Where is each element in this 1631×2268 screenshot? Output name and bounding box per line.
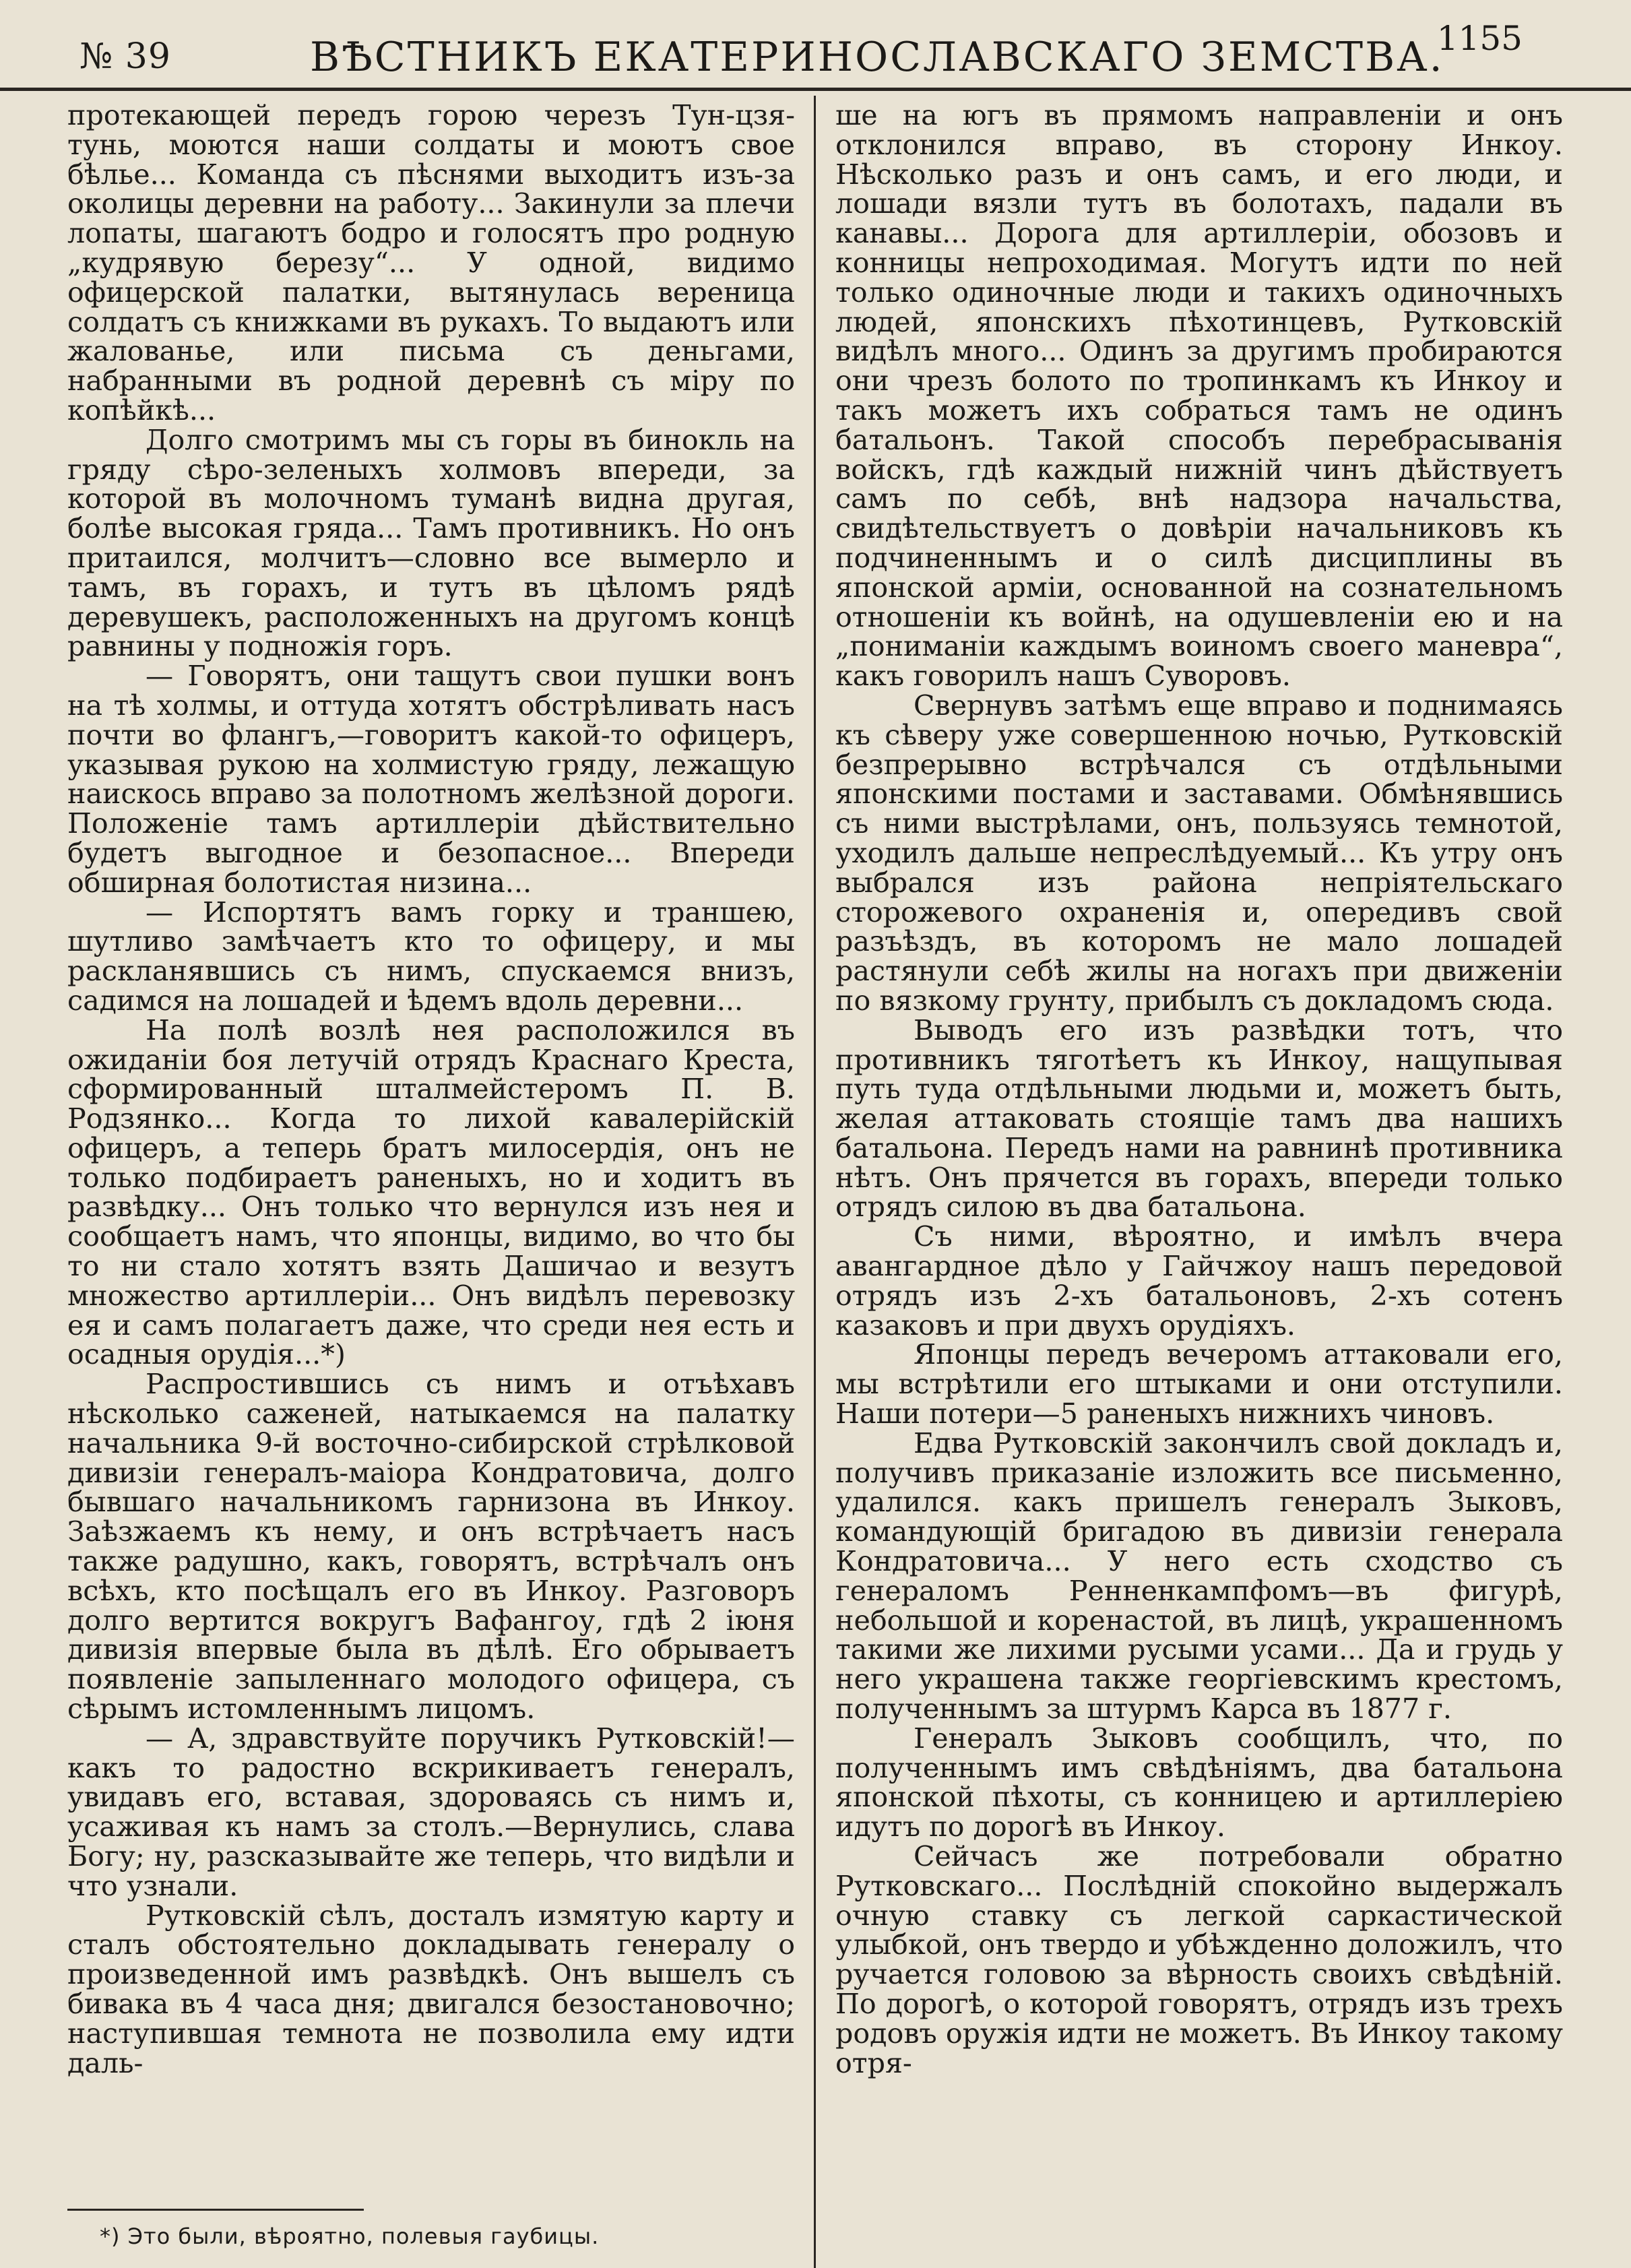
paragraph: — А, здравствуйте поручикъ Рутковскій!— какъ то радостно вскрикиваетъ генералъ, увидавъ его, вставая, здороваясь съ нимъ и, усаживая къ намъ за столъ.—Вернулись, слава Богу; ну, разсказывайте же теперь, что видѣли и что узнали. — [67, 1722, 795, 1902]
paragraph: протекающей передъ горою черезъ Тун-цзя-тунь, моются наши солдаты и моютъ свое бѣлье... Команда съ пѣснями выходитъ изъ-за околицы деревни на работу... Закинули за плечи лопаты, шагаютъ бодро и голосятъ про родную „кудрявую березу“... У одной, видимо офицерской палатки, вытянулась вереница солдатъ съ книжками въ рукахъ. То выдаютъ или жалованье, или письма съ деньгами, набранными въ родной деревнѣ съ міру по копѣйкѣ... — [67, 99, 795, 427]
paragraph: Японцы передъ вечеромъ аттаковали его, мы встрѣтили его штыками и они отступили. Наши потери—5 раненыхъ нижнихъ чиновъ. — [835, 1338, 1563, 1430]
page-header — [67, 19, 1523, 93]
paragraph: — Говорятъ, они тащутъ свои пушки вонъ на тѣ холмы, и оттуда хотятъ обстрѣливать насъ почти во флангъ,—говоритъ какой-то офицеръ, указывая рукою на холмистую гряду, лежащую наискось вправо за полотномъ желѣзной дороги. Положеніе тамъ артиллеріи дѣйствительно будетъ выгодное и безопасное... Впереди обширная болотистая низина... — [67, 660, 795, 899]
paragraph: Выводъ его изъ развѣдки тотъ, что противникъ тяготѣетъ къ Инкоу, нащупывая путь туда отдѣльными людьми и, можетъ быть, желая аттаковать стоящіе тамъ два нашихъ батальона. Передъ нами на равнинѣ противника нѣтъ. Онъ прячется въ горахъ, впереди только отрядъ силою въ два батальона. — [835, 1013, 1563, 1224]
paragraph: — Испортятъ вамъ горку и траншею, шутливо замѣчаетъ кто то офицеру, и мы раскланявшись съ нимъ, спускаемся внизъ, садимся на лошадей и ѣдемъ вдоль деревни... — [67, 895, 795, 1017]
journal-title: ВѢСТНИКЪ ЕКАТЕРИНОСЛАВСКАГО ЗЕМСТВА. — [310, 34, 1444, 81]
paragraph: Свернувъ затѣмъ еще вправо и поднимаясь къ сѣверу уже совершенною ночью, Рутковскій безпрерывно встрѣчался съ отдѣльными японскими постами и заставами. Обмѣнявшись съ ними выстрѣлами, онъ, пользуясь темнотой, уходилъ дальше непреслѣдуемый... Къ утру онъ выбрался изъ района непріятельскаго сторожевого охраненія и, опередивъ свой разъѣздъ, въ которомъ не мало лошадей растянули себѣ жилы на ногахъ при движеніи по вязкому грунту, прибылъ съ докладомъ сюда. — [835, 689, 1563, 1017]
page-number: 1155 — [1436, 19, 1523, 58]
column-divider — [814, 96, 816, 2268]
header-rule — [0, 88, 1631, 91]
left-column — [67, 101, 795, 2078]
paragraph: Рутковскій сѣлъ, досталъ измятую карту и сталъ обстоятельно докладывать генералу о произведенной имъ развѣдкѣ. Онъ вышелъ съ бивака въ 4 часа дня; двигался безостановочно; наступившая темнота не позволила ему идти даль- — [67, 1899, 795, 2079]
right-column — [835, 101, 1563, 2078]
paragraph: На полѣ возлѣ нея расположился въ ожиданіи боя летучій отрядъ Краснаго Креста, сформированный шталмейстеромъ П. В. Родзянко... Когда то лихой кавалерійскій офицеръ, а теперь братъ милосердія, онъ не только подбираетъ раненыхъ, но и ходитъ въ развѣдку... Онъ только что вернулся изъ нея и сообщаетъ намъ, что японцы, видимо, во что бы то ни стало хотятъ взять Дашичао и везутъ множество артиллеріи... Онъ видѣлъ перевозку ея и самъ полагаетъ даже, что среди нея есть и осадныя орудія...*) — [67, 1013, 795, 1371]
paragraph: Генералъ Зыковъ сообщилъ, что, по полученнымъ имъ свѣдѣніямъ, два батальона японской пѣхоты, съ конницею и артиллеріею идутъ по дорогѣ въ Инкоу. — [835, 1722, 1563, 1844]
footnote-rule — [67, 2209, 364, 2211]
paragraph: Распростившись съ нимъ и отъѣхавъ нѣсколько саженей, натыкаемся на палатку начальника 9-й восточно-сибирской стрѣлковой дивизіи генералъ-маіора Кондратовича, долго бывшаго начальникомъ гарнизона въ Инкоу. Заѣзжаемъ къ нему, и онъ встрѣчаетъ насъ также радушно, какъ, говорятъ, встрѣчалъ онъ всѣхъ, кто посѣщалъ его въ Инкоу. Разговоръ долго вертится вокругъ Вафангоу, гдѣ 2 іюня дивизія впервые была въ дѣлѣ. Его обрываетъ появленіе запыленнаго молодого офицера, съ сѣрымъ истомленнымъ лицомъ. — [67, 1368, 795, 1726]
paragraph: Долго смотримъ мы съ горы въ бинокль на гряду сѣро-зеленыхъ холмовъ впереди, за которой въ молочномъ туманѣ видна другая, болѣе высокая гряда... Тамъ противникъ. Но онъ притаился, молчитъ—словно все вымерло и тамъ, въ горахъ, и тутъ въ цѣломъ рядѣ деревушекъ, расположенныхъ на другомъ концѣ равнины у подножія горъ. — [67, 423, 795, 663]
paragraph: Едва Рутковскій закончилъ свой докладъ и, получивъ приказаніе изложить все письменно, удалился. какъ пришелъ генералъ Зыковъ, командующій бригадою въ дивизіи генерала Кондратовича... У него есть сходство съ генераломъ Ренненкампфомъ—въ фигурѣ, небольшой и коренастой, въ лицѣ, украшенномъ такими же лихими русыми усами... Да и грудь у него украшена также георгіевскимъ крестомъ, полученнымъ за штурмъ Карса въ 1877 г. — [835, 1426, 1563, 1726]
paragraph: Сейчасъ же потребовали обратно Рутковскаго... Послѣдній спокойно выдержалъ очную ставку съ легкой саркастической улыбкой, онъ твердо и убѣжденно доложилъ, что ручается головою за вѣрность своихъ свѣдѣній. По дорогѣ, о которой говорятъ, отрядъ изъ трехъ родовъ оружія идти не можетъ. Въ Инкоу такому отря- — [835, 1840, 1563, 2079]
issue-number: № 39 — [79, 36, 171, 77]
paragraph: Съ ними, вѣроятно, и имѣлъ вчера авангардное дѣло у Гайчжоу нашъ передовой отрядъ изъ 2-хъ батальоновъ, 2-хъ сотенъ казаковъ и при двухъ орудіяхъ. — [835, 1220, 1563, 1342]
footnote: *) Это были, вѣроятно, полевыя гаубицы. — [100, 2224, 600, 2249]
paragraph: ше на югъ въ прямомъ направленіи и онъ отклонился вправо, въ сторону Инкоу. Нѣсколько разъ и онъ самъ, и его люди, и лошади вязли тутъ въ болотахъ, падали въ канавы... Дорога для артиллеріи, обозовъ и конницы непроходимая. Могутъ идти по ней только одиночные люди и такихъ одиночныхъ людей, японскихъ пѣхотинцевъ, Рутковскій видѣлъ много... Одинъ за другимъ пробираются они чрезъ болото по тропинкамъ къ Инкоу и такъ можетъ ихъ собраться тамъ не одинъ батальонъ. Такой способъ перебрасыванія войскъ, гдѣ каждый нижній чинъ дѣйствуетъ самъ по себѣ, внѣ надзора начальства, свидѣтельствуетъ о довѣріи начальниковъ къ подчиненнымъ и о силѣ дисциплины въ японской арміи, основанной на сознательномъ отношеніи къ войнѣ, на одушевленіи ею и на „пониманіи каждымъ воиномъ своего маневра“, какъ говорилъ нашъ Суворовъ. — [835, 99, 1563, 693]
